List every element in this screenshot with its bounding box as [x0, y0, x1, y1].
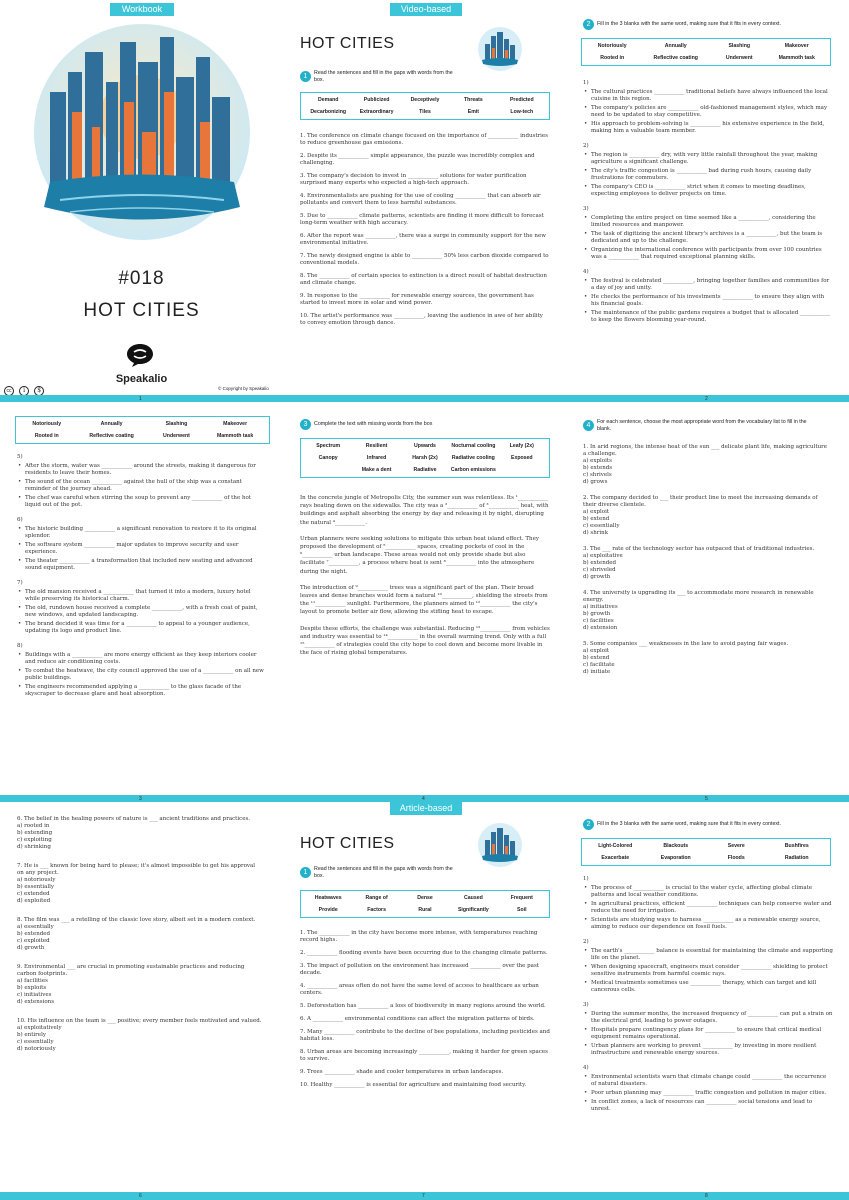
mc-question — [583, 546, 828, 581]
word-item: Reflective coating — [653, 55, 698, 61]
mc-question — [17, 917, 262, 952]
group-item: • The region is ___________ dry, with very little rainfall throughout the year, making agriculture a significant challenge. — [583, 152, 833, 166]
video-based-label: Video-based — [390, 3, 462, 16]
group-item: • Poor urban planning may ___________ traffic congestion and pollution in major cities. — [583, 1090, 833, 1097]
cover-number: #018 — [118, 268, 165, 289]
paragraph: Despite these efforts, the challenge was substantial. Reducing ¹³___________ from vehicles and industry was essential to ¹⁴___________ in the overall warming trend. Only with a full ¹⁵___________ of strategies could the city hope to cool down and become more livable in the face of rising global temperatures. — [300, 625, 550, 657]
sentence: 6. A ___________ environmental conditions can affect the migration patterns of birds. — [300, 1016, 535, 1022]
option[interactable]: b) entirely — [17, 1032, 46, 1038]
group-item: • To combat the heatwave, the city council approved the use of a ___________ on all new public buildings. — [17, 668, 267, 682]
word-item: Caused — [464, 895, 483, 901]
mc-question — [583, 590, 828, 632]
sentence: 1. The conference on climate change focused on the importance of ___________ industries to reduce greenhouse gas emissions. — [300, 133, 548, 146]
group-item: • The maintenance of the public gardens requires a budget that is allocated ___________ to keep the flowers blooming year-round. — [583, 310, 833, 324]
title-city-icon — [477, 822, 523, 868]
word-item: Underwent — [163, 433, 190, 439]
ex-number-badge: 1 — [300, 71, 311, 82]
sentence: 2. ___________ flooding events have been occurring due to the changing climate patterns. — [300, 950, 548, 956]
sentence: 5. Deforestation has ___________ a loss of biodiversity in many regions around the world. — [300, 1003, 546, 1009]
option[interactable]: c) exploiting — [17, 837, 52, 843]
page-divider — [0, 395, 849, 402]
option[interactable]: a) exploit — [583, 648, 610, 654]
question-text: 4. The university is upgrading its ___ to accommodate more research in renewable energy. — [583, 590, 814, 603]
video-ex2-groups — [583, 80, 833, 332]
video-title: HOT CITIES — [300, 35, 395, 52]
word-item: Rural — [418, 907, 432, 913]
group-item: • The engineers recommended applying a ___________ to the glass facade of the skyscraper to decrease glare and heat absorption. — [17, 684, 267, 698]
group-label: 1) — [583, 876, 589, 882]
group-item: • Medical treatments sometimes use ___________ therapy, which can target and kill cancerous cells. — [583, 980, 833, 994]
group-item: • The chef was careful when stirring the soup to prevent any ___________ of the hot liquid out of the pot. — [17, 495, 267, 509]
word-item: Exacerbate — [601, 855, 630, 861]
sentence: 9. Trees ___________ shade and cooler temperatures in urban landscapes. — [300, 1069, 504, 1075]
group-label: 4) — [583, 1065, 589, 1071]
ex4-page-a — [566, 402, 849, 795]
article-ex1-instruction — [300, 866, 465, 879]
group-item: • The old mansion received a ___________ that turned it into a modern, luxury hotel while preserving its historical charm. — [17, 589, 267, 603]
word-item: Threats — [464, 97, 483, 103]
word-item: Mammoth task — [778, 55, 815, 61]
word-item: Nocturnal cooling — [451, 443, 496, 449]
word-item: Rooted in — [34, 433, 59, 439]
option[interactable]: b) extending — [17, 830, 53, 836]
option[interactable]: a) essentially — [17, 924, 54, 930]
sentence: 5. Due to ___________ climate patterns, scientists are finding it more difficult to forecast long-term weather with high accuracy. — [300, 213, 544, 226]
group-label: 5) — [17, 454, 23, 460]
group-item: • In conflict zones, a lack of resources can ___________ social tensions and lead to unrest. — [583, 1099, 833, 1113]
group-item: • Organizing the international conference with participants from over 100 countries was a ___________ that required exceptional planning skills. — [583, 247, 833, 261]
sentence: 3. The company's decision to invest in ___________ solutions for water purification surprised many experts who expected a high-tech approach. — [300, 173, 527, 186]
instruction-text: Complete the text with missing words from the box — [314, 421, 433, 428]
video-ex2-word-box — [581, 38, 831, 66]
option[interactable]: a) initiatives — [583, 604, 618, 610]
ex-number-badge: 1 — [300, 867, 311, 878]
group-item: • The earth's ___________ balance is essential for maintaining the climate and supporting life on the planet. — [583, 948, 833, 962]
option[interactable]: b) growth — [583, 611, 611, 617]
mc-question — [17, 816, 262, 851]
option[interactable]: b) exploits — [17, 985, 47, 991]
group-item: • The company's policies are ___________ old-fashioned management styles, which may need to be updated to stay competitive. — [583, 105, 833, 119]
copyright: © Copyright by Speakalio — [218, 386, 269, 391]
article-ex1-sentences — [300, 930, 550, 1095]
group-label: 2) — [583, 143, 589, 149]
option[interactable]: d) grows — [583, 479, 608, 485]
word-item: Resilient — [365, 443, 388, 449]
article-title: HOT CITIES — [300, 835, 395, 852]
word-item: Carbon emissions — [450, 467, 496, 473]
word-item: Emit — [467, 109, 480, 115]
video-page-ex1 — [283, 0, 566, 395]
question-text: 2. The company decided to ___ their product line to meet the increasing demands of their diverse clientele. — [583, 495, 818, 508]
option[interactable]: c) essentially — [17, 1039, 54, 1045]
option[interactable]: a) exploitatively — [17, 1025, 62, 1031]
city-illustration — [30, 22, 254, 250]
mc-question — [17, 863, 262, 905]
ex3-text — [300, 494, 550, 665]
option[interactable]: c) extended — [17, 891, 50, 897]
group-item: • During the summer months, the increased frequency of ___________ can put a strain on the electrical grid, leading to power outages. — [583, 1011, 833, 1025]
cover-title: HOT CITIES — [83, 300, 200, 321]
word-item: Light-Colored — [598, 843, 633, 849]
question-text: 3. The ___ rate of the technology sector has outpaced that of traditional industries. — [583, 546, 815, 552]
group-item: • The cultural practices ___________ traditional beliefs have always influenced the local cuisine in this region. — [583, 89, 833, 103]
video-ex2-instruction — [583, 19, 843, 30]
instruction-text: Fill in the 3 blanks with the same word, making sure that it fits in every context. — [597, 21, 781, 28]
group-item: • Urban planners are working to prevent ___________ by investing in more resilient infrastructure and renewable energy sources. — [583, 1043, 833, 1057]
word-item: Extraordinary — [359, 109, 394, 115]
word-item: Radiative cooling — [451, 455, 495, 461]
group-item: • In agricultural practices, efficient ___________ techniques can help conserve water and reduce the need for irrigation. — [583, 901, 833, 915]
continued-groups — [17, 454, 267, 706]
word-item: Factors — [367, 907, 386, 913]
video-ex1-word-box — [300, 92, 550, 120]
continued-word-box — [15, 416, 270, 444]
group-item: • The city's traffic congestion is ___________ bad during rush hours, causing daily frustrations for commuters. — [583, 168, 833, 182]
title-city-icon — [477, 26, 523, 72]
option[interactable]: b) essentially — [17, 884, 54, 890]
ex-number-badge: 3 — [300, 419, 311, 430]
group-item: • The company's CEO is ___________ strict when it comes to meeting deadlines, expecting employees to deliver projects on time. — [583, 184, 833, 198]
mc-question — [17, 964, 262, 1006]
mc-question — [583, 444, 828, 486]
question-text: 10. His influence on the team is ___ positive; every member feels motivated and valued. — [17, 1018, 262, 1024]
sentence: 7. Many ___________ contribute to the decline of bee populations, including pesticides and habitat loss. — [300, 1029, 550, 1042]
group-label: 6) — [17, 517, 23, 523]
article-page-ex2 — [566, 802, 849, 1192]
word-item: Range of — [365, 895, 388, 901]
word-item: Low-tech — [510, 109, 534, 115]
video-ex1-sentences — [300, 133, 550, 333]
page-number: 7 — [422, 1193, 425, 1199]
paragraph: Urban planners were seeking solutions to mitigate this urban heat island effect. They proposed the development of ⁵___________ spaces, creating pockets of cool in the ⁶___________ urban landscape. These areas would not only provide shade but also facilitate ⁷___________, a process where heat is sent ⁸___________ into the atmosphere during the night. — [300, 535, 539, 575]
group-item: • The brand decided it was time for a ___________ to appeal to a younger audience, updating its logo and product line. — [17, 621, 267, 635]
word-item: Blackouts — [663, 843, 689, 849]
mc-question — [583, 641, 828, 676]
article-ex2-groups — [583, 876, 833, 1121]
option[interactable]: d) shrinking — [17, 844, 51, 850]
option[interactable]: d) notoriously — [17, 1046, 56, 1052]
word-item: Significantly — [457, 907, 489, 913]
continued-page — [0, 402, 283, 795]
word-item: Provide — [318, 907, 338, 913]
ex3-page — [283, 402, 566, 795]
page-number: 8 — [705, 1193, 708, 1199]
option[interactable]: d) initiate — [583, 669, 611, 675]
sentence: 4. Environmentalists are pushing for the use of cooling ___________ that can absorb air pollutants and convert them to less harmful substances. — [300, 193, 541, 206]
group-label: 1) — [583, 80, 589, 86]
video-page-ex2 — [566, 0, 849, 395]
group-item: • After the storm, water was ___________ around the streets, making it dangerous for residents to leave their homes. — [17, 463, 267, 477]
word-item: Makeover — [784, 43, 809, 49]
word-item: Reflective coating — [89, 433, 134, 439]
word-item: Exposed — [510, 455, 533, 461]
option[interactable]: b) extend — [583, 655, 610, 661]
group-label: 3) — [583, 206, 589, 212]
page-number: 3 — [139, 796, 142, 802]
page-number: 6 — [139, 1193, 142, 1199]
option[interactable]: a) exploit — [583, 509, 610, 515]
workbook-label: Workbook — [110, 3, 174, 16]
group-item: • The task of digitizing the ancient library's archives is a ___________, but the team is dedicated and up to the challenge. — [583, 231, 833, 245]
question-text: 7. He is ___ known for being hard to please; it's almost impossible to get his approval on any project. — [17, 863, 256, 876]
cover-brand: Speakalio — [115, 373, 168, 385]
option[interactable]: b) extend — [583, 516, 610, 522]
group-item: • The festival is celebrated ___________, bringing together families and communities for a day of joy and unity. — [583, 278, 833, 292]
sentence: 4. ___________ areas often do not have the same level of access to healthcare as urban centers. — [300, 983, 539, 996]
word-item: Makeover — [223, 421, 248, 427]
group-item: • When designing spacecraft, engineers must consider ___________ shielding to protect sensitive instruments from harmful cosmic rays. — [583, 964, 833, 978]
paragraph: In the concrete jungle of Metropolis City, the summer sun was relentless. Its ¹___________ rays beating down on the sidewalks. The city was a ²___________ of ³___________ heat, with buildings and asphalt absorbing the energy by day and releasing it by night, disrupting the natural ⁴___________. — [300, 495, 549, 526]
cover-page — [0, 0, 283, 395]
word-item: Predicted — [509, 97, 534, 103]
word-item: Floods — [727, 855, 745, 861]
sentence: 10. Healthy ___________ is essential for agriculture and maintaining food security. — [300, 1082, 527, 1088]
group-item: • The process of ___________ is crucial to the water cycle, affecting global climate patterns and local weather conditions. — [583, 885, 833, 899]
cc-icon: cc — [4, 386, 14, 395]
word-item: Spectrum — [316, 443, 341, 449]
option[interactable]: d) growth — [17, 945, 45, 951]
instruction-text: For each sentence, choose the most appropriate word from the vocabulary list to fill in the blank. — [597, 419, 807, 432]
ex4-instruction — [583, 419, 823, 432]
word-item: Mammoth task — [216, 433, 254, 439]
by-icon: i — [19, 386, 29, 395]
group-item: • The software system ___________ major updates to improve security and user experience. — [17, 542, 267, 556]
article-ex2-word-box — [581, 838, 831, 866]
question-text: 9. Environmental ___ are crucial in promoting sustainable practices and reducing carbon footprints. — [17, 964, 245, 977]
group-item: • Environmental scientists warn that climate change could ___________ the occurrence of natural disasters. — [583, 1074, 833, 1088]
word-item: Slashing — [728, 43, 751, 49]
question-text: 5. Some companies ___ weaknesses in the law to avoid paying fair wages. — [583, 641, 789, 647]
ex-number-badge: 2 — [583, 19, 594, 30]
ex4-page-b — [0, 802, 283, 1192]
word-item: Bushfires — [784, 843, 809, 849]
question-text: 8. The film was ___ a retelling of the classic love story, albeit set in a modern context. — [17, 917, 256, 923]
question-text: 6. The belief in the healing powers of nature is ___ ancient traditions and practices. — [17, 816, 251, 822]
group-label: 4) — [583, 269, 589, 275]
word-item: Soil — [517, 907, 527, 913]
mc-question — [17, 1018, 262, 1053]
word-item: Severe — [727, 843, 745, 849]
instruction-text: Read the sentences and fill in the gaps with words from the box. — [314, 866, 453, 879]
ex3-word-box — [300, 438, 550, 478]
option[interactable]: a) rooted in — [17, 823, 50, 829]
sentence: 7. The newly designed engine is able to ___________ 50% less carbon dioxide compared to conventional models. — [300, 253, 549, 266]
sentence: 1. The ___________ in the city have become more intense, with temperatures reaching record highs. — [300, 930, 538, 943]
group-item: • Hospitals prepare contingency plans for ___________ to ensure that critical medical equipment remains operational. — [583, 1027, 833, 1041]
option[interactable]: b) extends — [583, 465, 613, 471]
group-item: • The historic building ___________ a significant renovation to restore it to its original splendor. — [17, 526, 267, 540]
sentence: 3. The impact of pollution on the environment has increased ___________ over the past decade. — [300, 963, 539, 976]
option[interactable]: b) extended — [17, 931, 51, 937]
word-item: Slashing — [165, 421, 188, 427]
group-item: • He checks the performance of his investments ___________ to ensure they align with his financial goals. — [583, 294, 833, 308]
group-label: 8) — [17, 643, 23, 649]
page-number: 4 — [422, 796, 425, 802]
group-item: • Completing the entire project on time seemed like a ___________, considering the limited resources and manpower. — [583, 215, 833, 229]
option[interactable]: c) facilitate — [583, 662, 615, 668]
option[interactable]: c) initiatives — [17, 992, 52, 998]
article-ex1-word-box — [300, 890, 550, 918]
word-item: Evaporation — [660, 855, 691, 861]
group-item: • The old, rundown house received a complete ___________, with a fresh coat of paint, new windows, and updated landscaping. — [17, 605, 267, 619]
page-number: 5 — [705, 796, 708, 802]
option[interactable]: d) shrink — [583, 530, 609, 536]
option[interactable]: a) notoriously — [17, 877, 56, 883]
word-item: Leafy (2x) — [509, 443, 534, 449]
word-item: Deceptively — [410, 97, 440, 103]
word-item: Decarbonizing — [310, 109, 347, 115]
word-item: Annually — [100, 421, 123, 427]
ex4-questions-b — [17, 816, 262, 1062]
sentence: 8. Urban areas are becoming increasingly ___________, making it harder for green spaces to survive. — [300, 1049, 548, 1062]
group-item: • Scientists are studying ways to harness ___________ as a renewable energy source, aiming to reduce our dependence on fossil fuels. — [583, 917, 833, 931]
instruction-text: Read the sentences and fill in the gaps with words from the box. — [314, 70, 453, 83]
ex4-questions-a — [583, 444, 828, 685]
option[interactable]: b) extended — [583, 560, 617, 566]
word-item: Radiation — [784, 855, 809, 861]
word-item: Annually — [664, 43, 687, 49]
question-text: 1. In arid regions, the intense heat of the sun ___ delicate plant life, making agriculture a challenge. — [583, 444, 827, 457]
page-number: 1 — [139, 396, 142, 402]
group-label: 7) — [17, 580, 23, 586]
ex-number-badge: 2 — [583, 819, 594, 830]
word-item: Frequent — [510, 895, 533, 901]
sentence: 6. After the report was ___________, there was a surge in community support for the new environmental initiative. — [300, 233, 546, 246]
sentence: 9. In response to the ___________ for renewable energy sources, the government has started to invest more in solar and wind power. — [300, 293, 534, 306]
option[interactable]: d) extensions — [17, 999, 55, 1005]
article-based-label: Article-based — [390, 802, 462, 815]
nc-icon: $ — [34, 386, 44, 395]
word-item: Notoriously — [32, 421, 62, 427]
paragraph: The introduction of ⁹___________ trees was a significant part of the plan. Their broad leaves and dense branches would form a natural ¹⁰___________, shielding the streets from the ¹¹___________ sunlight. Furthermore, the planners aimed to ¹²___________ the city's layout to promote better air flow, allowing the stifling heat to escape. — [300, 584, 548, 616]
instruction-text: Fill in the 3 blanks with the same word, making sure that it fits in every context. — [597, 821, 781, 828]
sentence: 8. The ___________ of certain species to extinction is a direct result of habitat destruction and climate change. — [300, 273, 547, 286]
word-item: Dense — [417, 895, 433, 901]
option[interactable]: c) shriveled — [583, 567, 616, 573]
video-ex1-instruction — [300, 70, 465, 83]
sentence: 2. Despite its ___________ simple appearance, the puzzle was incredibly complex and challenging. — [300, 153, 535, 166]
speakalio-logo-icon — [125, 342, 155, 368]
option[interactable]: d) extension — [583, 625, 618, 631]
group-item: • Buildings with a ___________ are more energy efficient as they keep interiors cooler and reduce air conditioning costs. — [17, 652, 267, 666]
option[interactable]: d) growth — [583, 574, 611, 580]
sentence: 10. The artist's performance was ___________, leaving the audience in awe of her ability to convey emotion through dance. — [300, 313, 543, 326]
article-ex2-instruction — [583, 819, 843, 830]
group-label: 3) — [583, 1002, 589, 1008]
option[interactable]: c) facilities — [583, 618, 614, 624]
option[interactable]: c) essentially — [583, 523, 620, 529]
word-item: Notoriously — [597, 43, 627, 49]
ex-number-badge: 4 — [583, 420, 594, 431]
option[interactable]: a) facilities — [17, 978, 48, 984]
word-item: Publicized — [363, 97, 390, 103]
option[interactable]: a) exploits — [583, 458, 612, 464]
word-item: Rooted in — [600, 55, 625, 61]
option[interactable]: c) shrivels — [583, 472, 612, 478]
group-item: • His approach to problem-solving is ___________ his extensive experience in the field, making him a valuable team member. — [583, 121, 833, 135]
word-item: Radiative — [413, 467, 437, 473]
page-number: 2 — [705, 396, 708, 402]
word-item: Heatwaves — [314, 895, 342, 901]
group-label: 2) — [583, 939, 589, 945]
word-item: Canopy — [318, 455, 338, 461]
word-item: Demand — [317, 97, 339, 103]
mc-question — [583, 495, 828, 537]
option[interactable]: c) exploited — [17, 938, 50, 944]
word-item: Upwards — [414, 443, 436, 449]
ex3-instruction — [300, 419, 550, 430]
group-item: • The sound of the ocean ___________ against the hull of the ship was a constant reminder of the journey ahead. — [17, 479, 267, 493]
word-item: Underwent — [725, 55, 753, 61]
group-item: • The theater ___________ a transformation that included new seating and advanced sound equipment. — [17, 558, 267, 572]
word-item: Infrared — [366, 455, 387, 461]
option[interactable]: d) exploited — [17, 898, 51, 904]
word-item: Make a dent — [361, 467, 392, 473]
option[interactable]: a) exploitative — [583, 553, 623, 559]
word-item: Tiles — [419, 109, 431, 115]
license-icons — [4, 377, 44, 395]
article-page-ex1 — [283, 802, 566, 1192]
word-item: Harsh (2x) — [412, 455, 438, 461]
